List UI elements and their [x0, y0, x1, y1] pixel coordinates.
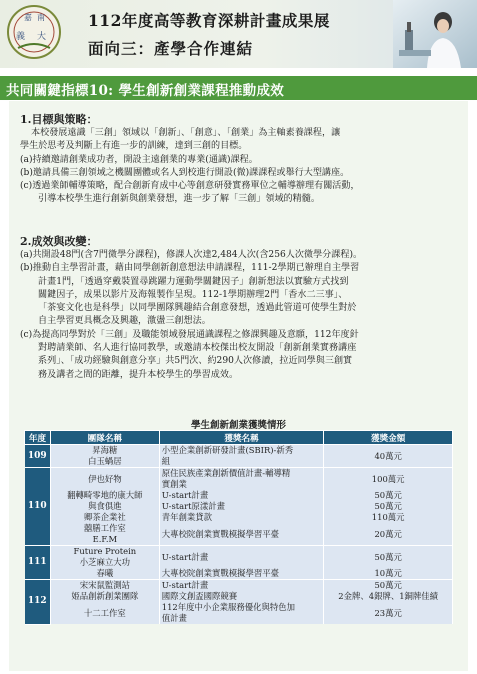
- amount-cell: 20萬元: [324, 523, 453, 546]
- table-row: [25, 523, 453, 546]
- table-row: [25, 445, 453, 468]
- award-cell: 大專校院創業實戰模擬學習平臺: [159, 523, 324, 546]
- award-cell: U-start計畫: [159, 580, 324, 592]
- award-cell: U-start計畫: [159, 546, 324, 569]
- award-cell: 小型企業創新研發計畫(SBIR)-新秀 組: [159, 445, 324, 468]
- section-title-bar: [0, 76, 477, 100]
- text-line: 對聘請業師、名人進行協同教學，或邀請本校傑出校友開設「創新創業實務講座: [38, 343, 357, 354]
- text-line: 務及講者之間的距離，提升本校學生的學習成效。: [38, 369, 239, 380]
- text-line: (c)為提高同學對於「三創」及職能領域發展通識課程之修課興趣及意願，112年度針: [20, 329, 359, 340]
- text-line: 學生於思考及判斷上有進一步的訓練，達到三創的目標。: [20, 141, 248, 152]
- text-line: (a)持續邀請創業成功者，開設主遠創業的專業(通識)課程。: [20, 154, 258, 165]
- column-header: 獲獎名稱: [159, 431, 324, 445]
- awards-table: [24, 430, 453, 625]
- text-line: 計畫1門，「透過穿戴裝置尋跳躍力運動學關鍵因子」創新想法以實驗方式找到: [38, 276, 349, 287]
- table-row: [25, 546, 453, 569]
- goals-paragraph: [20, 127, 460, 207]
- team-cell: 昇海糖 白玉蝸居: [50, 445, 159, 468]
- table-row: [25, 512, 453, 523]
- text-line: (b)邀請具備三創領域之機關團體或名人到校進行開設(微)課課程或舉行大型講座。: [20, 167, 350, 178]
- table-row: [25, 468, 453, 491]
- amount-cell: 10萬元: [324, 568, 453, 580]
- award-cell: U-start原漾計畫: [159, 501, 324, 512]
- award-cell: 國際文創盃國際競賽: [159, 591, 324, 602]
- text-line: 本校發展遠識「三創」領域以「創新」、「創意」、「創業」為主軸素養課程，讓: [31, 128, 341, 138]
- table-row: [25, 591, 453, 602]
- award-cell: 112年度中小企業服務優化與特色加 值計畫: [159, 602, 324, 624]
- text-line: (c)透過業師輔導策略，配合創新育成中心等創意研發實務單位之輔導辦理有關活動，: [20, 181, 360, 192]
- award-cell: 青年創業貸款: [159, 512, 324, 523]
- team-cell: 囍膳工作室 E.F.M: [50, 523, 159, 546]
- team-cell: 春曦: [50, 568, 159, 580]
- amount-cell: 50萬元: [324, 501, 453, 512]
- table-body: [25, 445, 453, 625]
- team-cell: 伊也好物: [50, 468, 159, 491]
- text-line: 系列」、「成功經驗與創意分享」共5門次、約290人次修讀，拉近同學與三創實: [38, 356, 353, 367]
- amount-cell: 50萬元: [324, 490, 453, 501]
- year-cell: 111: [25, 546, 51, 580]
- amount-cell: 50萬元: [324, 580, 453, 592]
- lab-photo: [393, 0, 477, 68]
- text-line: (a)共開設48門(含7門微學分課程)，修課人次達2,484人次(含256人次微學分課程)。: [20, 250, 363, 260]
- svg-text:南: 南: [37, 13, 45, 22]
- column-header: 年度: [25, 431, 51, 445]
- results-paragraph: [20, 249, 460, 382]
- team-cell: 與食俱進: [50, 501, 159, 512]
- award-cell: 大專校院創業實戰模擬學習平臺: [159, 568, 324, 580]
- table-title: 學生創新創業獲獎情形: [190, 420, 286, 431]
- amount-cell: 110萬元: [324, 512, 453, 523]
- year-cell: 112: [25, 580, 51, 625]
- page-header: [0, 0, 477, 68]
- team-cell: Future Protein 小芝麻立大功: [50, 546, 159, 569]
- svg-text:嘉: 嘉: [24, 13, 32, 22]
- amount-cell: 50萬元: [324, 546, 453, 569]
- amount-cell: 2金牌、4銀牌、1銅牌佳績: [324, 591, 453, 602]
- university-logo: [6, 4, 62, 60]
- award-cell: U-start計畫: [159, 490, 324, 501]
- column-header: 獲獎金額: [324, 431, 453, 445]
- amount-cell: 100萬元: [324, 468, 453, 491]
- year-cell: 110: [25, 468, 51, 546]
- amount-cell: 40萬元: [324, 445, 453, 468]
- results-heading: 2.成效與改變：: [20, 235, 98, 248]
- table-row: [25, 602, 453, 624]
- text-line: 「茶宴文化也是科學」以同學團隊興趣結合創意發想，透過此管道可使學生對於: [38, 303, 357, 314]
- table-row: [25, 501, 453, 512]
- text-line: 引導本校學生進行創新與創業發想，進一步了解「三創」領域的精髓。: [38, 194, 320, 205]
- award-cell: 原住民族產業創新價值計畫-輔導精 實創業: [159, 468, 324, 491]
- table-row: [25, 490, 453, 501]
- team-cell: 十二工作室: [50, 602, 159, 624]
- team-cell: 卿茶企業社: [50, 512, 159, 523]
- team-cell: 宋宋鼠監測站: [50, 580, 159, 592]
- text-line: 關鍵因子，成果以影片及海報製作呈現。112-1學期辦理2門「香水二三事」、: [38, 289, 348, 300]
- svg-text:義: 義: [16, 32, 26, 42]
- table-header-row: [25, 431, 453, 445]
- year-cell: 109: [25, 445, 51, 468]
- section-title: 共同關鍵指標10: 學生創新創業課程推動成效: [6, 83, 285, 99]
- column-header: 團隊名稱: [50, 431, 159, 445]
- header-subtitle: 面向三：產學合作連結: [88, 39, 254, 58]
- team-cell: 翻轉畸零地的康大師: [50, 490, 159, 501]
- table-row: [25, 568, 453, 580]
- text-line: 自主學習更具概念及興趣，激盪三創想法。: [38, 316, 211, 327]
- team-cell: 姫品創新創業團隊: [50, 591, 159, 602]
- text-line: (b)推動自主學習計畫，藉由同學創新創意想法申請課程，111-2學期已辦理自主學習: [20, 263, 360, 274]
- header-title: 112年度高等教育深耕計畫成果展: [88, 11, 330, 30]
- amount-cell: 23萬元: [324, 602, 453, 624]
- table-row: [25, 580, 453, 592]
- goals-heading: 1.目標與策略：: [20, 113, 98, 126]
- svg-text:大: 大: [37, 32, 47, 42]
